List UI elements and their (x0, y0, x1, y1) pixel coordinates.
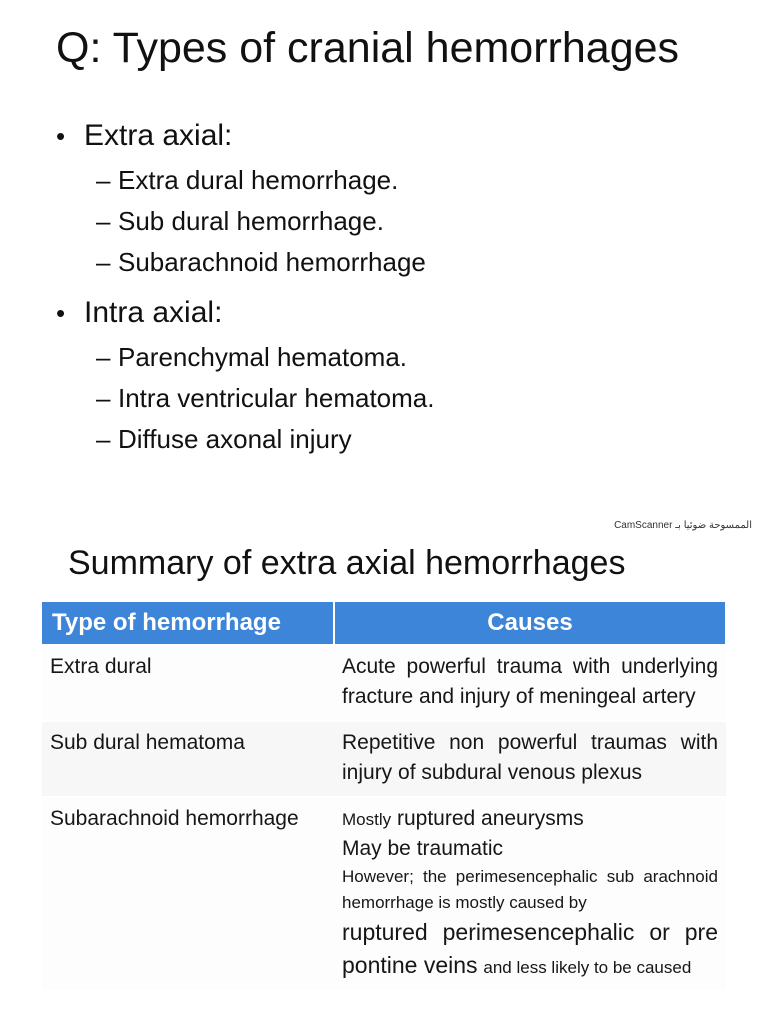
cell-cause: Repetitive non powerful traumas with injury of subdural venous plexus (334, 721, 726, 797)
cause-part: However; the perimesencephalic sub arachnoid hemorrhage is mostly caused by (342, 867, 718, 912)
cell-type: Extra dural (42, 645, 334, 721)
cause-part: ruptured aneurysms (396, 807, 584, 830)
sub-item-label: Sub dural hemorrhage. (118, 206, 384, 236)
cell-cause (334, 797, 726, 990)
dash-icon: – (96, 247, 111, 277)
sub-item-label: Subarachnoid hemorrhage (118, 247, 426, 277)
sub-item (96, 337, 736, 378)
table-row (42, 721, 726, 797)
dash-icon: – (96, 342, 111, 372)
bullet-list (56, 112, 736, 466)
dash-icon: – (96, 206, 111, 236)
column-header-type: Type of hemorrhage (42, 602, 334, 645)
bullet-dot-icon: • (56, 121, 66, 151)
cause-part: Mostly (342, 810, 392, 829)
cause-part: and less likely to be caused (483, 958, 692, 977)
camscanner-watermark: CamScanner الممسوحة ضوئيا بـ (614, 520, 752, 531)
bullet-extra-axial (56, 112, 736, 283)
table-header-row (42, 602, 726, 645)
sub-item-label: Parenchymal hematoma. (118, 342, 408, 372)
column-header-causes: Causes (334, 602, 726, 645)
sub-item (96, 378, 736, 419)
sub-item (96, 201, 736, 242)
summary-table (42, 602, 727, 990)
sub-item-label: Intra ventricular hematoma. (118, 383, 435, 413)
bullet-label: Intra axial: (84, 296, 223, 329)
bullet-dot-icon: • (56, 298, 66, 328)
sub-item (96, 419, 736, 460)
cell-type: Sub dural hematoma (42, 721, 334, 797)
table-row (42, 645, 726, 721)
cause-part: May be traumatic (342, 837, 504, 860)
sub-list (96, 337, 736, 460)
dash-icon: – (96, 424, 111, 454)
sub-item-label: Diffuse axonal injury (118, 424, 352, 454)
dash-icon: – (96, 383, 111, 413)
sub-item-label: Extra dural hemorrhage. (118, 165, 399, 195)
table-row (42, 797, 726, 990)
bullet-label: Extra axial: (84, 119, 233, 152)
cell-cause: Acute powerful trauma with underlying fracture and injury of meningeal artery (334, 645, 726, 721)
cell-type: Subarachnoid hemorrhage (42, 797, 334, 990)
dash-icon: – (96, 165, 111, 195)
bullet-intra-axial (56, 289, 736, 460)
cause-part: ruptured perimesencephalic or pre pontine veins (342, 919, 718, 978)
sub-item (96, 242, 736, 283)
slide-title: Q: Types of cranial hemorrhages (56, 24, 680, 72)
sub-list (96, 160, 736, 283)
summary-title: Summary of extra axial hemorrhages (68, 544, 626, 582)
sub-item (96, 160, 736, 201)
